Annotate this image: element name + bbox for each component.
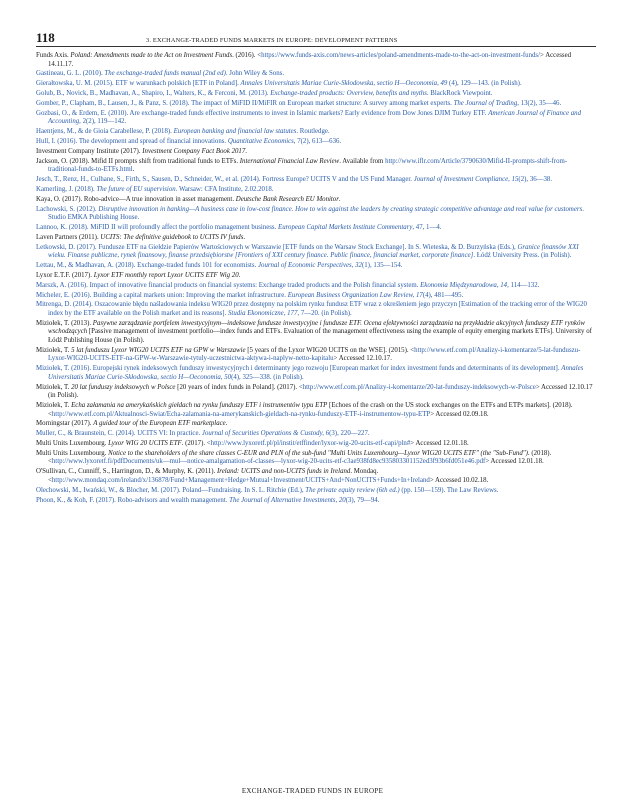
reference-link-segment[interactable]: (4), 481—495. [422, 291, 464, 299]
reference-text-segment: [Echoes of the crash on the US stock exchanges on the ETFs and ETPs markets]. (2018). < [48, 401, 573, 418]
reference-entry [36, 80, 596, 89]
reference-entry [36, 430, 596, 439]
reference-text-segment: Miziołek, T. (2013). [36, 319, 93, 327]
reference-entry [36, 292, 596, 301]
reference-link-segment[interactable]: , 2(2), 119—142. [79, 118, 127, 126]
reference-text-segment: . [243, 233, 246, 241]
reference-entry [36, 138, 596, 147]
reference-text-segment: . Mondaq. < [48, 468, 379, 484]
reference-link-segment[interactable]: Annales Universitatis Mariae Curie-Skłodowska, sectio H—Oeconomia, 49 [240, 80, 448, 88]
reference-text-segment: 5 lat funduszu Lyxor WIG20 UCITS ETF na GPW w Warszawie [71, 346, 246, 354]
reference-entry [36, 347, 596, 364]
reference-link-segment[interactable]: Granice finansów XXI wieku. Finanse publiczne, rynek finansowy, finanse przedsiębiorstw [Frontiers of XXI century finance. Public finance, financial market, corporate finance] [48, 243, 579, 260]
reference-entry [36, 128, 596, 137]
reference-entry [36, 176, 596, 185]
reference-entry [36, 320, 596, 346]
reference-text-segment: > Accessed 12.01.18. [410, 440, 469, 448]
reference-text-segment: Miziołek, T. [36, 401, 72, 409]
reference-link-segment[interactable]: https://www.funds-axis.com/news-articles/poland-amendments-made-to-the-act-on-investment-funds/ [261, 52, 540, 59]
reference-text-segment: > Accessed 12.10.17. [333, 355, 392, 363]
reference-link-segment[interactable]: , 7—20. (in Polish). [297, 310, 352, 317]
reference-link-segment[interactable]: Annales Universitatis Mariae Curie-Skłodowska, sectio H—Oeconomia, 50 [48, 365, 584, 381]
reference-link-segment[interactable]: Mitrenga, D. (2014). Oszacowanie błędu naśladowania indeksu WIG20 przez dostępny na polskim rynku fundusz ETF wraz z określeniem jego przyczyn [Estimation of the tracking error of the WIG20 index by the ETF available on the Polish market and its reasons]. [36, 301, 587, 317]
reference-entry [36, 100, 596, 109]
reference-text-segment: UCITS: The definitive guidebook to UCITS IV funds [100, 233, 244, 241]
reference-link-segment[interactable]: Kamerling, J. (2018). [36, 185, 97, 193]
reference-link-segment[interactable]: , 47, 1—4. [412, 224, 442, 231]
page-number: 118 [36, 30, 55, 45]
reference-text-segment: [5 years of the Lyxor WIG20 UCITS on the WSE]. (2015). < [245, 346, 415, 354]
reference-link-segment[interactable]: Journal of Economic Perspectives, 32 [258, 262, 362, 270]
reference-text-segment: Funds Axis. [36, 52, 71, 59]
reference-entry [36, 158, 596, 175]
reference-text-segment: > Accessed 10.02.18. [429, 476, 489, 484]
page-footer: EXCHANGE-TRADED FUNDS IN EUROPE [241, 787, 384, 795]
reference-link-segment[interactable]: http://www.etf.com.pl/Analizy-i-komentarze/5-lat-funduszu-Lyxor-WIG20-UCITS-ETF-na-GPW-w-Warszawie-tytuly-uczestnictwa-aktywa-i-naplyw-netto-kapitalu [48, 346, 581, 363]
reference-text-segment: > Accessed 12.10.17 (in Polish). [48, 383, 593, 400]
reference-link-segment[interactable]: . BlackRock Viewpoint. [426, 90, 493, 98]
reference-link-segment[interactable]: , 114—132. [507, 281, 540, 289]
running-head: 3. EXCHANGE-TRADED FUNDS MARKETS IN EUROPE: DEVELOPMENT PATTERNS [146, 37, 398, 44]
reference-text-segment: Multi Units Luxembourg. [36, 449, 109, 457]
reference-text-segment: . [225, 420, 228, 428]
reference-text-segment: > Accessed 12.01.18. [485, 458, 544, 466]
reference-text-segment: Miziołek, T. [36, 346, 72, 354]
reference-entry [36, 487, 596, 496]
reference-link-segment[interactable]: http://www.lyxoretf.pl/pl/instit/etffinder/lyxor-wig-20-ucits-etf-capi/pln# [210, 440, 411, 448]
reference-text-segment: Lyxor WIG 20 UCITS ETF [108, 440, 182, 448]
reference-link-segment[interactable]: Marszk, A. (2016). Impact of innovative financial products on financial systems: Exchange traded products and the Polish financial system. [36, 281, 421, 289]
page-header [36, 30, 596, 44]
reference-link-segment[interactable]: European Capital Markets Institute Commentary [278, 224, 413, 231]
reference-text-segment: Kaya, O. (2017). Robo-advice—A true innovation in asset management. [36, 195, 236, 203]
reference-link-segment[interactable]: Gastineau, G. L. (2010). [36, 70, 105, 78]
reference-link-segment[interactable]: Jesch, T., Renz, H., Culhane, S., Firth, S., Sausen, D., Schneider, W., et al. (2014). Fortress Europe? UCITS V and the US Fund Manager. [36, 176, 414, 184]
reference-entry [36, 497, 596, 506]
reference-entry [36, 301, 596, 318]
header-divider [36, 46, 596, 47]
reference-link-segment[interactable]: http://www.iflr.com/Article/3790630/Mifid-II-prompts-shift-from-traditional-funds-to-ETFs.html [48, 157, 568, 174]
reference-text-segment: . Available from [339, 157, 386, 165]
reference-link-segment[interactable]: (4), 129—143. (in Polish). [447, 80, 522, 88]
reference-text-segment: O'Sullivan, C., Cunniff, S., Harrington, D., & Murphy, K. (2011). [36, 468, 218, 476]
reference-link-segment[interactable]: Studia Ekonomiczne, 177 [228, 310, 298, 317]
reference-link-segment[interactable]: . Warsaw: CFA Institute, 2.02.2018. [175, 185, 274, 193]
reference-entry [36, 272, 596, 281]
reference-link-segment[interactable]: Golub, B., Novick, B., Madhavan, A., Shapiro, I., Walters, K., & Ferconi, M. (2013). [36, 90, 271, 98]
reference-text-segment: > Accessed 02.09.18. [430, 410, 489, 418]
reference-link-segment[interactable]: . Studio EMKA Publishing House. [48, 205, 584, 222]
reference-text-segment: Notice to the shareholders of the share classes C-EUR and PLN of the sub-fund "Multi Units Luxembourg—Lyxor WIG20 UCITS ETF" (the "Sub-Fund") [108, 449, 528, 457]
reference-text-segment: Poland: Amendments made to the Act on Investment Funds [70, 52, 233, 59]
reference-link-segment[interactable]: Lannoo, K. (2018). MiFID II will profoundly affect the portfolio management business. [36, 224, 279, 231]
reference-link-segment[interactable]: . Routledge. [296, 128, 330, 136]
reference-entry [36, 90, 596, 99]
reference-entry [36, 420, 596, 429]
reference-text-segment: Pasywne zarządzanie portfelem inwestycyjnym—indeksowe fundusze inwestycyjne i fundusze ETF. Ocena efektywności zarządzania na przykładzie akcyjnych funduszy ETF rynków wschodzących [48, 319, 585, 336]
reference-link-segment[interactable]: (4), 325—338. (in Polish). [231, 373, 304, 381]
reference-entry [36, 110, 596, 127]
reference-link-segment[interactable]: (3), 220—227. [329, 430, 370, 438]
reference-link-segment[interactable]: Lachowski, S. (2012). [36, 205, 99, 213]
reference-link-segment[interactable]: Gozbasi, O., & Erdem, E. (2010). Are exchange-traded funds effective instruments to invest in Islamic markets? Early evidence from Dow Jones DJIM Turkey ETF. [36, 109, 489, 117]
reference-text-segment: . [132, 166, 135, 174]
reference-entry [36, 384, 596, 401]
reference-text-segment: Deutsche Bank Research EU Monitor [235, 195, 339, 203]
reference-text-segment: Miziołek, T. [36, 383, 72, 391]
reference-text-segment: . [245, 147, 247, 155]
reference-link-segment[interactable]: (3), 79—94. [345, 496, 380, 504]
reference-link-segment[interactable]: European banking and financial law statutes [173, 128, 297, 136]
reference-link-segment[interactable]: Gierałtowska, U. M. (2015). ETF w warunkach polskich [ETF in Poland]. [36, 80, 241, 88]
reference-list [36, 52, 596, 506]
reference-text-segment: [20 years of index funds in Poland]. (2017). < [175, 383, 303, 391]
reference-link-segment[interactable]: Haentjens, M., & de Gioia Carabellese, P. (2018). [36, 128, 174, 136]
reference-link-segment[interactable]: Exchange-traded products: Overview, benefits and myths [270, 90, 427, 98]
reference-link-segment[interactable]: The exchange-traded funds manual (2nd ed) [104, 70, 226, 78]
reference-text-segment: . [338, 195, 341, 203]
reference-link-segment[interactable]: Olechowski, M., Iwański, W., & Blocher, M. (2017). Poland—Fundraising. In S. L. Ritchie (Ed.), [36, 486, 306, 494]
reference-link-segment[interactable]: http://www.etf.com.pl/Analizy-i-komentarze/20-lat-funduszy-indeksowych-w-Polsce [302, 383, 536, 391]
reference-entry [36, 244, 596, 261]
reference-entry [36, 206, 596, 223]
reference-link-segment[interactable]: Micheler, E. (2016). Building a capital markets union: Improving the market infrastructure. [36, 291, 288, 299]
reference-link-segment[interactable]: , 13(2), 35—46. [517, 99, 562, 107]
reference-entry [36, 224, 596, 233]
reference-link-segment[interactable]: The Journal of Alternative Investments, 20 [229, 496, 346, 504]
reference-link-segment[interactable]: Muller, C., & Braunstein, C. (2014). UCITS VI: In practice. [36, 430, 202, 438]
reference-text-segment: . [238, 271, 241, 279]
reference-link-segment[interactable]: Quantitative Economics [227, 138, 294, 145]
reference-link-segment[interactable]: Lettau, M., & Madhavan, A. (2018). Exchange-traded funds 101 for economists. [36, 262, 258, 270]
reference-entry [36, 186, 596, 195]
reference-text-segment: Laven Partners (2011). [36, 233, 101, 241]
reference-text-segment: International Financial Law Review [239, 157, 340, 165]
reference-link-segment[interactable]: The future of EU supervision [96, 185, 176, 193]
reference-link-segment[interactable]: The private equity review (6th ed.) [305, 486, 400, 494]
reference-text-segment: Morningstar (2017). [36, 420, 94, 428]
reference-link-segment[interactable]: (2), 36—38. [518, 176, 553, 184]
reference-link-segment[interactable]: Letkowski, D. (2017). Fundusze ETF na Giełdzie Papierów Wartościowych w Warszawie [ETF funds on the Warsaw Stock Exchange]. In S. Wieteska, & D. Burzyńska (Eds.), [36, 243, 518, 251]
reference-link-segment[interactable]: Gomber, P., Clapham, B., Lausen, J., & Panz, S. (2018). The impact of MiFID II/MiFIR on European market structure: A survey among market experts. [36, 99, 454, 107]
reference-entry [36, 450, 596, 467]
reference-link-segment[interactable]: Hull, I. (2016). The development and spread of financial innovations. [36, 138, 228, 145]
reference-link-segment[interactable]: Miziołek, T. (2016). Europejski rynek indeksowych funduszy inwestycyjnych i determinanty jego rozwoju [European market for index investment funds and determinants of its development]. [36, 365, 562, 373]
reference-text-segment: [Passive management of investment portfolio—index funds and ETFs. Evaluation of the management effectiveness using the example of equity emerging markets ETFs]. University of Łódź Publishing House (in Polish). [48, 328, 592, 344]
reference-text-segment: . (2016). < [232, 52, 262, 59]
reference-link-segment[interactable]: . John Wiley & Sons. [225, 70, 285, 78]
reference-entry [36, 262, 596, 271]
reference-entry [36, 282, 596, 291]
reference-text-segment: > Accessed 14.11.17. [48, 52, 572, 68]
reference-text-segment: 20 lat funduszy indeksowych w Polsce [71, 383, 176, 391]
reference-link-segment[interactable]: European Business Organization Law Review, 17 [287, 291, 423, 299]
reference-link-segment[interactable]: (1), 135—154. [361, 262, 403, 270]
reference-text-segment: Ireland: UCITS and non-UCITS funds in Ireland [217, 468, 351, 476]
reference-link-segment[interactable]: http://www.etf.com.pl/Aktualnosci-Swiat/Echa-zalamania-na-amerykanskich-gieldach-na-rynku-funduszy-ETF-i-instrumentow-typu-ETP [51, 410, 431, 418]
reference-link-segment[interactable]: http://www.lyxoretf.fi/pdfDocuments/uk—mul—notice-amalgamation-of-classes—lyxor-wig-20-ucits-etf-c3ae938fd8ec935803301152ed3f93b6fd051e46.pdf [51, 458, 486, 466]
reference-entry [36, 440, 596, 449]
reference-link-segment[interactable]: , 7(2), 613—636. [293, 138, 342, 145]
reference-text-segment: A guided tour of the European ETF marketplace [93, 420, 226, 428]
reference-link-segment[interactable]: American Journal of Finance and Accounting [48, 109, 581, 126]
reference-text-segment: Investment Company Fact Book 2017 [142, 147, 246, 155]
reference-link-segment[interactable]: Journal of Investment Compliance, 15 [413, 176, 519, 184]
reference-entry [36, 148, 596, 157]
reference-text-segment: . (2017). < [181, 440, 211, 448]
reference-link-segment[interactable]: (pp. 150—159). The Law Reviews. [399, 486, 499, 494]
reference-text-segment: Investment Company Institute (2017). [36, 147, 143, 155]
reference-entry [36, 365, 596, 382]
reference-link-segment[interactable]: Disruptive innovation in banking—A business case in low-cost finance. How to win against the leaders by creating strategic competitive advantage and real value for customers [98, 205, 583, 213]
reference-entry [36, 196, 596, 205]
reference-link-segment[interactable]: The Journal of Trading [453, 99, 518, 107]
reference-text-segment: Lyxor ETF monthly report Lyxor UCITS ETF Wig 20 [93, 271, 239, 279]
reference-text-segment: Multi Units Luxembourg. [36, 440, 109, 448]
reference-link-segment[interactable]: Journal of Securities Operations & Custody, 6 [201, 430, 330, 438]
reference-link-segment[interactable]: Phoon, K., & Koh, F. (2017). Robo-advisors and wealth management. [36, 496, 230, 504]
reference-link-segment[interactable]: Ekonomia Międzynarodowa, 14 [420, 281, 508, 289]
reference-text-segment: Echa załamania na amerykańskich giełdach na rynku funduszy ETF i instrumentów typu ETP [71, 401, 328, 409]
reference-entry [36, 468, 596, 485]
reference-link-segment[interactable]: . Łódź University Press. (in Polish). [473, 252, 572, 260]
reference-text-segment: Jackson, O. (2018). Mifid II prompts shift from traditional funds to ETFs. [36, 157, 240, 165]
reference-entry [36, 234, 596, 243]
reference-link-segment[interactable]: http://www.mondaq.com/ireland/x/136878/Fund+Management+Hedge+Mutual+Investment/UCITS+And+NonUCITS+Funds+In+Ireland [51, 476, 430, 484]
reference-text-segment: Lyxor E.T.F. (2017). [36, 271, 94, 279]
reference-entry [36, 402, 596, 419]
reference-entry [36, 70, 596, 79]
reference-entry [36, 52, 596, 69]
reference-text-segment: . (2018). < [48, 449, 552, 466]
